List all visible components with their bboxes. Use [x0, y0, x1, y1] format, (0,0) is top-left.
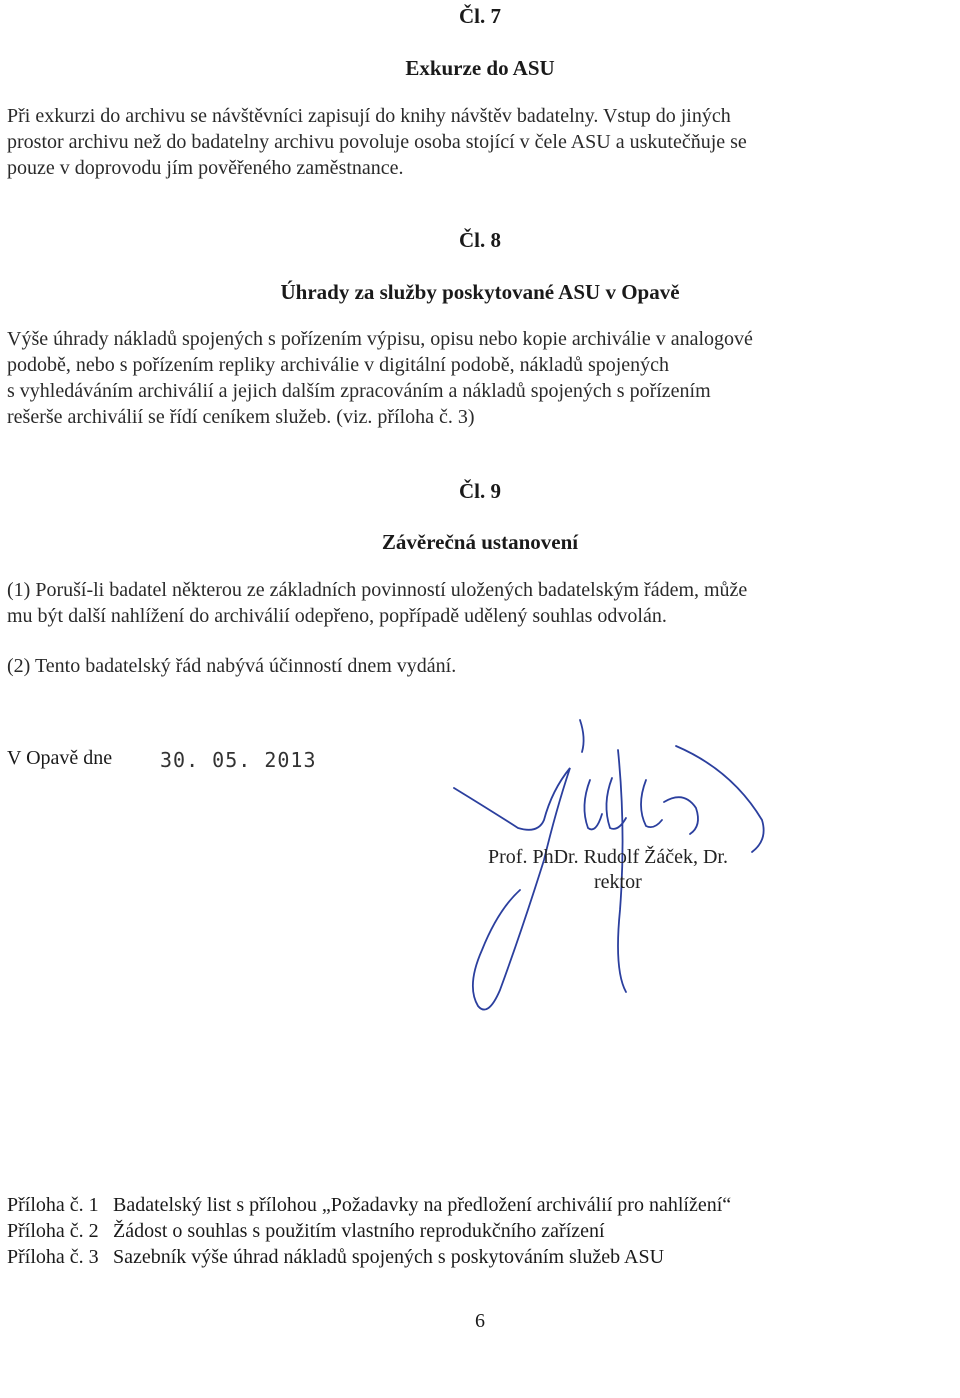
paragraph-line: rešerše archiválií se řídí ceníkem služeb. (viz. příloha č. 3)	[7, 406, 475, 428]
attachment-text: Sazebník výše úhrad nákladů spojených s poskytováním služeb ASU	[113, 1246, 665, 1268]
page-number: 6	[475, 1310, 485, 1332]
paragraph-line: prostor archivu než do badatelny archivu povoluje osoba stojící v čele ASU a uskutečňuje se	[7, 131, 747, 153]
paragraph-line: podobě, nebo s pořízením repliky archiválie v digitální podobě, nákladů spojených	[7, 354, 670, 376]
attachment-item	[7, 1244, 731, 1270]
article-8-title: Úhrady za služby poskytované ASU v Opavě	[280, 280, 680, 304]
article-8-paragraph	[7, 326, 827, 430]
article-8-number: Čl. 8	[459, 228, 501, 252]
attachment-label: Příloha č. 2	[7, 1220, 99, 1242]
paragraph-line: Při exkurzi do archivu se návštěvníci zapisují do knihy návštěv badatelny. Vstup do jiných	[7, 105, 731, 127]
paragraph-line: (2) Tento badatelský řád nabývá účinností dnem vydání.	[7, 655, 457, 677]
article-9-paragraph-1	[7, 577, 827, 629]
article-7-number: Čl. 7	[459, 4, 501, 28]
signatory-name: Prof. PhDr. Rudolf Žáček, Dr.	[488, 846, 728, 868]
date-stamp: 30. 05. 2013	[160, 748, 317, 772]
paragraph-line: (1) Poruší-li badatel některou ze základních povinností uložených badatelským řádem, může	[7, 579, 748, 601]
attachment-text: Žádost o souhlas s použitím vlastního reprodukčního zařízení	[113, 1220, 605, 1242]
article-9-title: Závěrečná ustanovení	[381, 530, 579, 554]
attachment-text: Badatelský list s přílohou „Požadavky na předložení archiválií pro nahlížení“	[113, 1194, 732, 1216]
attachment-label: Příloha č. 3	[7, 1246, 99, 1268]
attachment-item	[7, 1218, 731, 1244]
article-7-paragraph	[7, 103, 827, 181]
handwritten-signature	[440, 710, 780, 1030]
attachments-list	[7, 1192, 731, 1270]
article-9-number: Čl. 9	[459, 479, 501, 503]
article-9-paragraph-2	[7, 653, 827, 679]
paragraph-line: mu být další nahlížení do archiválií odepřeno, popřípadě udělený souhlas odvolán.	[7, 605, 667, 627]
paragraph-line: Výše úhrady nákladů spojených s pořízením výpisu, opisu nebo kopie archiválie v analogové	[7, 328, 753, 350]
place-label: V Opavě dne	[7, 747, 113, 769]
signatory-role: rektor	[594, 871, 642, 893]
paragraph-line: s vyhledáváním archiválií a jejich dalším zpracováním a nákladů spojených s pořízením	[7, 380, 711, 402]
paragraph-line: pouze v doprovodu jím pověřeného zaměstnance.	[7, 157, 404, 179]
attachment-label: Příloha č. 1	[7, 1194, 99, 1216]
article-7-title: Exkurze do ASU	[405, 56, 555, 80]
attachment-item	[7, 1192, 731, 1218]
